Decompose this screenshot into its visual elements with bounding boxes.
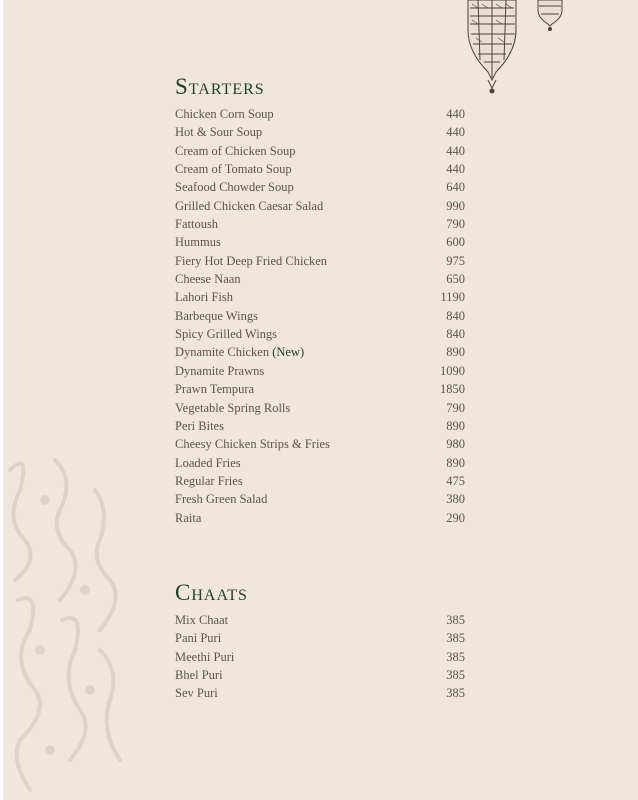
item-name-text: Spicy Grilled Wings	[175, 327, 278, 342]
menu-item	[175, 666, 465, 684]
item-name	[175, 684, 218, 702]
menu-item	[175, 490, 465, 508]
menu-item	[175, 325, 465, 343]
section-title-starters: Starters	[175, 74, 265, 99]
item-price: 385	[446, 668, 465, 683]
menu-item	[175, 123, 465, 141]
item-name	[175, 160, 292, 178]
item-name-text: Fresh Green Salad	[175, 492, 268, 507]
item-price: 975	[446, 253, 465, 268]
item-price: 440	[446, 162, 465, 177]
item-name-text: Prawn Tempura	[175, 382, 255, 397]
starters-menu-list	[175, 105, 465, 527]
menu-item	[175, 454, 465, 472]
menu-item	[175, 215, 465, 233]
menu-item	[175, 307, 465, 325]
menu-item	[175, 288, 465, 306]
item-name-text: Mix Chaat	[175, 613, 229, 627]
item-price: 990	[446, 198, 465, 213]
item-name	[175, 197, 323, 215]
item-price: 440	[446, 125, 465, 140]
item-price: 1850	[440, 382, 465, 397]
item-price: 840	[446, 308, 465, 323]
item-name	[175, 490, 267, 508]
item-name-text: Dynamite Chicken	[175, 345, 270, 360]
item-name-text: Lahori Fish	[175, 290, 233, 305]
item-price: 980	[446, 437, 465, 452]
item-name	[175, 399, 290, 417]
item-name-text: Pani Puri	[175, 631, 222, 646]
menu-item	[175, 684, 465, 702]
item-name-text: Cheese Naan	[175, 272, 241, 287]
menu-item	[175, 648, 465, 666]
item-price: 440	[446, 107, 465, 121]
item-name-text: Cream of Chicken Soup	[175, 143, 296, 158]
item-name	[175, 666, 223, 684]
item-name-text: Bhel Puri	[175, 668, 223, 683]
item-name	[175, 123, 262, 141]
item-name-text: Sev Puri	[175, 686, 218, 701]
chaats-menu-list	[175, 611, 465, 703]
item-name	[175, 215, 218, 233]
menu-item	[175, 417, 465, 435]
menu-item	[175, 472, 465, 490]
item-price: 440	[446, 143, 465, 158]
item-price: 790	[446, 400, 465, 415]
item-name	[175, 417, 224, 435]
item-name-text: Hot & Sour Soup	[175, 125, 263, 140]
item-name	[175, 472, 243, 490]
item-name-text: Seafood Chowder Soup	[175, 180, 294, 195]
item-price: 790	[446, 217, 465, 232]
item-name-text: Raita	[175, 510, 202, 525]
item-price: 385	[446, 613, 465, 627]
item-name	[175, 325, 277, 343]
menu-item	[175, 178, 465, 196]
item-name-text: Dynamite Prawns	[175, 363, 265, 378]
menu-item	[175, 629, 465, 647]
menu-item	[175, 233, 465, 251]
new-tag: (New)	[272, 345, 305, 360]
item-name	[175, 343, 304, 361]
item-price: 840	[446, 327, 465, 342]
item-name	[175, 252, 327, 270]
item-price: 1090	[440, 363, 465, 378]
menu-item	[175, 362, 465, 380]
hanging-lanterns-icon	[458, 0, 578, 100]
menu-item	[175, 611, 465, 629]
item-price: 385	[446, 649, 465, 664]
item-price: 890	[446, 345, 465, 360]
item-name	[175, 105, 274, 123]
item-price: 475	[446, 473, 465, 488]
item-name	[175, 380, 254, 398]
item-name-text: Cheesy Chicken Strips & Fries	[175, 437, 330, 452]
item-name	[175, 178, 294, 196]
menu-item	[175, 435, 465, 453]
menu-item	[175, 399, 465, 417]
item-name-text: Hummus	[175, 235, 221, 250]
item-name-text: Loaded Fries	[175, 455, 241, 470]
section-title-chaats: Chaats	[175, 580, 248, 605]
item-name	[175, 362, 264, 380]
item-price: 640	[446, 180, 465, 195]
item-name	[175, 611, 228, 629]
item-name	[175, 454, 241, 472]
starters-section	[175, 74, 465, 527]
item-name-text: Barbeque Wings	[175, 308, 258, 323]
item-name	[175, 629, 221, 647]
menu-item	[175, 142, 465, 160]
item-name-text: Fattoush	[175, 217, 219, 232]
item-name-text: Chicken Corn Soup	[175, 107, 274, 121]
item-name-text: Regular Fries	[175, 473, 243, 488]
menu-item	[175, 252, 465, 270]
item-price: 290	[446, 510, 465, 525]
item-name-text: Meethi Puri	[175, 649, 235, 664]
item-price: 385	[446, 686, 465, 701]
item-name-text: Fiery Hot Deep Fried Chicken	[175, 253, 328, 268]
menu-item	[175, 105, 465, 123]
item-name	[175, 270, 241, 288]
item-name	[175, 142, 295, 160]
item-price: 380	[446, 492, 465, 507]
item-name	[175, 307, 258, 325]
item-name	[175, 648, 234, 666]
chaats-section	[175, 580, 465, 703]
item-price: 890	[446, 418, 465, 433]
item-name-text: Cream of Tomato Soup	[175, 162, 292, 177]
menu-item	[175, 343, 465, 361]
menu-item	[175, 197, 465, 215]
item-name-text: Peri Bites	[175, 418, 224, 433]
item-price: 890	[446, 455, 465, 470]
calligraphy-background-icon	[0, 450, 140, 800]
menu-item	[175, 509, 465, 527]
item-name	[175, 288, 233, 306]
item-name-text: Grilled Chicken Caesar Salad	[175, 198, 324, 213]
item-name	[175, 435, 330, 453]
menu-item	[175, 380, 465, 398]
item-price: 1190	[440, 290, 465, 305]
item-name-text: Vegetable Spring Rolls	[175, 400, 291, 415]
item-price: 600	[446, 235, 465, 250]
item-price: 385	[446, 631, 465, 646]
item-price: 650	[446, 272, 465, 287]
menu-item	[175, 270, 465, 288]
menu-item	[175, 160, 465, 178]
item-name	[175, 509, 201, 527]
item-name	[175, 233, 221, 251]
